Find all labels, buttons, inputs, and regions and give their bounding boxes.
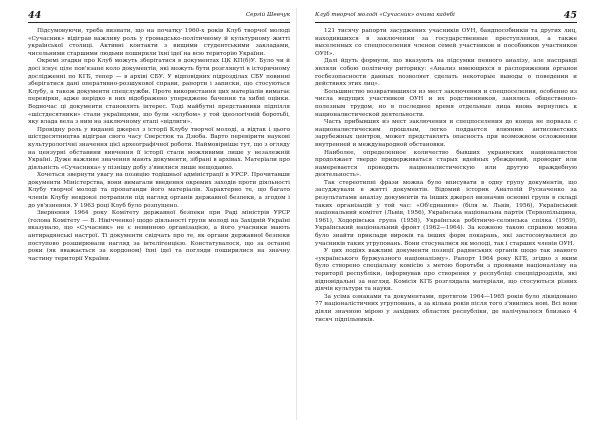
paragraph: Так стереотипні фрази можна було вписувати в одну групу документів, що засуджували в житті документів. Відомий історик Анатолій Русначенко за результатами аналізу документів та інших джерел визначив основні групи в складі таких організацій у той час: «Об'єднання» (біля м. Львів, 1956), Український національний комітет (Львів, 1956), Українська національна партія (Тернопільщина, 1961), Ходорівська група (1958), Українська робітничо-селянська спілка (1959), Український національний фронт (1962—1964). За кожною такою справою можна було знайти приклади вироків та інших форм покарань, які застосовувалися до учасників таких угруповань. Вони стосувалися як молоді, так і старших членів ОУН. xyxy=(315,179,577,247)
paragraph: Большинство возвратившихся из мест заключения и спецпоселения, особенно из числа ведущих участников ОУН и их родственников, занялись общественно-полезным трудом, но в последнее время отдельные лица вновь вернулись к националистической деятельности. xyxy=(315,88,577,118)
paragraph: Часть прибывших из мест заключения и спецпоселения до конца не порвала с националистическим прошлым, легко поддается влиянию антисоветских зарубежных центров, может представлять опасность при возможном осложнении внутренней и международной обстановки. xyxy=(315,119,577,148)
paragraph: 121 тисячу рапорти засуджених учасників ОУН, бандпособників та других лиц, находившихся в заключении за государственные преступления, а также выселенных со спецпоселения членов семей участников и пособников участников ОУН». xyxy=(315,28,577,57)
paragraph: Окремі згадки про Клуб можуть зберігатися в документах ЦК КП(б)У. Було чи й досі існує ціле пов'язане коло документів, які можуть бути розглянуті в історичному дослідженні по КГБ, тепер — в архіві СБУ. У відповідних підрозділах СБУ повинні зберігатися дані оперативно-розшукової справи, рапорти і записки, що стосуються Клубу, а також документи спецслужби. Проте використання цих матеріалів вимагає перевірки, адже нерідко в них відображено упереджене бачення та хибні оцінки. Водночас ці документи становлять інтерес. Тоді майбутні представники підпілля «шістдесятники» стали українцями, що були «клубом» у той ідеологічній боротьбі, яку влада вела з ним на заключному етапі «відлиги». xyxy=(28,58,290,126)
paragraph: Провідну роль у виданні джерел з історії Клубу творчої молоді, а відтак і цього шістдесятництва відіграв свого часу Сверстюк та Дзюба. Варто перевірити наукові культурологічні значення цієї археографічної роботи. Наймовірніше тут, що з огляду на цензурні обставини вивчення її історії стали можливими лише у незалежній Україні. Дуже важливе значення мають документи, зібрані в архівах. Матеріали про діяльність «Сучасника» у пізнішу добу з'явилися лише нещодавно. xyxy=(28,126,290,171)
left-page-header xyxy=(28,10,290,23)
paragraph: У цих подіях важливі документи позиції радянських органів щодо так званого «українського буржуазного націоналізму». Рапорт 1964 року КГБ, згідно з яким було створено спеціальну комісію з метою боротьби з проявами націоналізму на території республіки, інформував про створення у республіці спецпідрозділів, які відповідальні за нагляд. Комісія КГБ розглядала матеріали, що стосуються різних діячів культури та науки. xyxy=(315,248,577,293)
paragraph: Звернення 1964 року Комітету державної безпеки при Раді міністрів УРСР (голова Комітету — В. Нікічченко) щодо діяльності групи молоді на Західній Україні вказувало, що «Сучасник» не є невинною організацією, а його учасники мають антирадянські настрої. Ті документи свідчать про те, як органи державної безпеки поступово розширювали нагляд за інтелігенцією. Констатувалося, що за останні роки (як вважається за кордоном) їхні ідеї та погляди поширилися на значну частину території України. xyxy=(28,210,290,262)
paragraph: За усіма ознаками та документами, протягом 1964—1965 років було ліквідовано 77 націоналістичних угруповань, а за кілька років після того з'явились нові. Всі вони діяли значною мірою у західних областях республіки, де налічувалося близько 4 тисяч підпільників. xyxy=(315,293,577,323)
gutter-divider xyxy=(296,8,297,420)
right-page-header xyxy=(315,10,577,23)
left-page-body xyxy=(28,28,290,263)
paragraph: Наиболее, определенное количество бывших украинских националистов продолжает твердо придерживаться старых идейных убеждений, проводит или намеревается проводить националистическую или другую враждебную деятельность». xyxy=(315,149,577,179)
page-number: 44 xyxy=(28,10,42,21)
right-page xyxy=(315,10,577,415)
right-page-body xyxy=(315,28,577,324)
left-page xyxy=(28,10,290,415)
page-number: 45 xyxy=(563,10,577,21)
running-head: Клуб творчої молоді «Сучасник» очима кадебі xyxy=(315,12,455,18)
paragraph: Далі йдуть формули, що вказують на підсумки певного аналізу, але насправді являли собою політичну риторику: «Анализ имеющихся в распоряжении органов госбезопасности данных позволяет сделать некоторые выводы о поведении и действиях этих лиц». xyxy=(315,58,577,88)
paragraph: Хочеться звернути увагу на позицію тодішньої адміністрації в УРСР. Прочитавши документи Міністерства, вони вимагали введення окремих заходів проти діяльності Клубу творчої молоді та пропаганди його матеріалів. Характерно те, що багато членів Клубу невдовзі потрапили під нагляд органів державної безпеки, а згодом і до ув'язнення. У 1963 році Клуб було розпущено. xyxy=(28,172,290,209)
paragraph: Підсумовуючи, треба визнати, що на початку 1960-х років Клуб творчої молоді «Сучасник» відіграв важливу роль у громадсько-політичному й культурному житті української столиці. Активні контакти з вищими студентськими закладами, чисельними старшими людьми поширили їхні ідеї на всю територію України. xyxy=(28,28,290,57)
running-head: Сергій Шевчук xyxy=(245,12,290,18)
